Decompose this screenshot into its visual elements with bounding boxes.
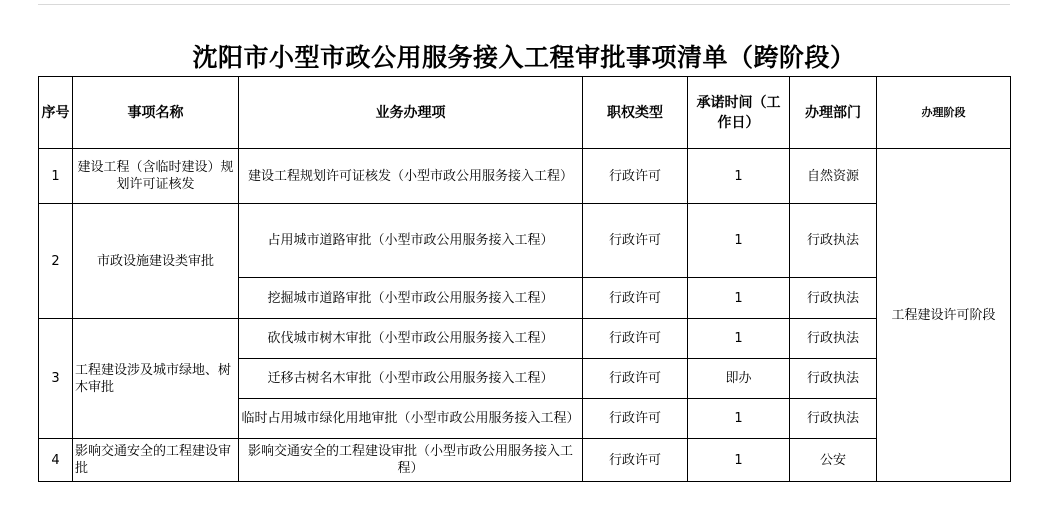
business-cell: 迁移古树名木审批（小型市政公用服务接入工程） (239, 359, 583, 399)
header-promise-time: 承诺时间（工作日） (688, 77, 790, 149)
table-header-row (39, 77, 1011, 149)
approval-items-table (38, 76, 1011, 482)
business-cell: 挖掘城市道路审批（小型市政公用服务接入工程） (239, 278, 583, 319)
power-type-cell: 行政许可 (583, 278, 688, 319)
header-business: 业务办理项 (239, 77, 583, 149)
department-cell: 行政执法 (790, 359, 877, 399)
seq-cell: 3 (39, 319, 73, 439)
item-name-cell: 工程建设涉及城市绿地、树木审批 (73, 319, 239, 439)
business-cell: 占用城市道路审批（小型市政公用服务接入工程） (239, 204, 583, 278)
power-type-cell: 行政许可 (583, 439, 688, 482)
promise-time-cell: 即办 (688, 359, 790, 399)
table-row (39, 149, 1011, 204)
department-cell: 行政执法 (790, 278, 877, 319)
item-name-cell: 建设工程（含临时建设）规划许可证核发 (73, 149, 239, 204)
business-cell: 砍伐城市树木审批（小型市政公用服务接入工程） (239, 319, 583, 359)
seq-cell: 2 (39, 204, 73, 319)
header-item-name: 事项名称 (73, 77, 239, 149)
seq-cell: 1 (39, 149, 73, 204)
department-cell: 行政执法 (790, 319, 877, 359)
promise-time-cell: 1 (688, 204, 790, 278)
table-row (39, 204, 1011, 278)
stage-cell: 工程建设许可阶段 (877, 149, 1011, 482)
business-cell: 影响交通安全的工程建设审批（小型市政公用服务接入工程） (239, 439, 583, 482)
department-cell: 行政执法 (790, 204, 877, 278)
sheet-gridline (38, 0, 1010, 5)
department-cell: 公安 (790, 439, 877, 482)
promise-time-cell: 1 (688, 439, 790, 482)
header-seq: 序号 (39, 77, 73, 149)
seq-cell: 4 (39, 439, 73, 482)
promise-time-cell: 1 (688, 399, 790, 439)
promise-time-cell: 1 (688, 149, 790, 204)
table-row (39, 319, 1011, 359)
item-name-cell: 影响交通安全的工程建设审批 (73, 439, 239, 482)
power-type-cell: 行政许可 (583, 149, 688, 204)
header-stage: 办理阶段 (877, 77, 1011, 149)
header-department: 办理部门 (790, 77, 877, 149)
power-type-cell: 行政许可 (583, 399, 688, 439)
promise-time-cell: 1 (688, 319, 790, 359)
table-row (39, 439, 1011, 482)
department-cell: 行政执法 (790, 399, 877, 439)
header-power-type: 职权类型 (583, 77, 688, 149)
power-type-cell: 行政许可 (583, 204, 688, 278)
document-title: 沈阳市小型市政公用服务接入工程审批事项清单（跨阶段） (192, 43, 856, 72)
department-cell: 自然资源 (790, 149, 877, 204)
item-name-cell: 市政设施建设类审批 (73, 204, 239, 319)
power-type-cell: 行政许可 (583, 359, 688, 399)
business-cell: 临时占用城市绿化用地审批（小型市政公用服务接入工程） (239, 399, 583, 439)
business-cell: 建设工程规划许可证核发（小型市政公用服务接入工程） (239, 149, 583, 204)
power-type-cell: 行政许可 (583, 319, 688, 359)
promise-time-cell: 1 (688, 278, 790, 319)
